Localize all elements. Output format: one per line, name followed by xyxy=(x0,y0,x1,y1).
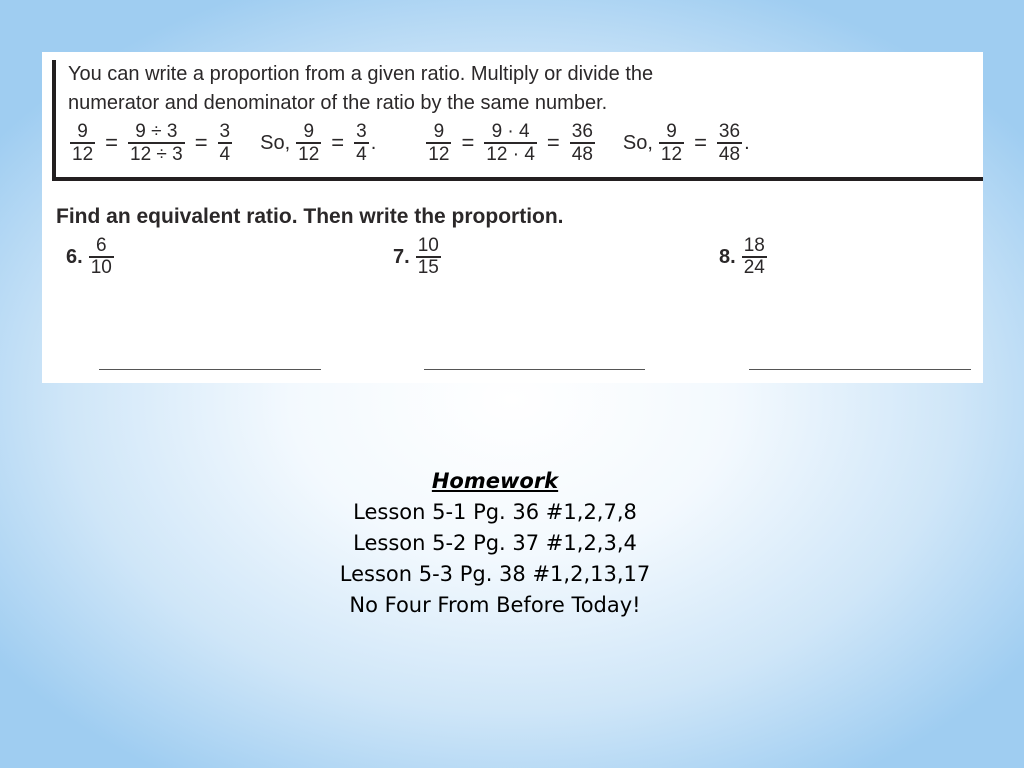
example-box xyxy=(52,60,983,181)
equals-sign: = xyxy=(546,130,560,155)
homework-line: Lesson 5-1 Pg. 36 #1,2,7,8 xyxy=(353,500,637,524)
equals-sign: = xyxy=(461,130,475,155)
period: . xyxy=(744,131,750,154)
fraction: $\frac{3}{4}$ xyxy=(219,121,231,165)
period: . xyxy=(370,131,377,154)
intro-line-2: numerator and denominator of the ratio by the same number. xyxy=(68,92,608,114)
fraction: $\frac{9}{12}$ xyxy=(428,121,450,165)
answer-line-6[interactable] xyxy=(99,369,321,370)
homework-section xyxy=(0,466,990,621)
fraction: $\frac{6}{10}$ xyxy=(90,235,112,278)
intro-text xyxy=(68,60,868,118)
so-label: So, xyxy=(622,131,653,154)
fraction: $\frac{10}{15}$ xyxy=(417,235,439,278)
fraction: $\frac{9 \div 3}{12 \div 3}$ xyxy=(130,121,183,165)
problem-number: 6. xyxy=(66,245,83,268)
fraction: $\frac{36}{48}$ xyxy=(571,121,593,165)
example-equations xyxy=(68,118,750,168)
homework-line: No Four From Before Today! xyxy=(349,593,641,617)
worksheet-image xyxy=(42,52,983,383)
fraction: $\frac{18}{24}$ xyxy=(743,235,765,278)
problem-6 xyxy=(66,236,116,278)
homework-title: Homework xyxy=(431,469,559,493)
equals-sign: = xyxy=(194,130,208,155)
fraction: $\frac{9}{12}$ xyxy=(660,121,683,165)
homework-line: Lesson 5-2 Pg. 37 #1,2,3,4 xyxy=(353,531,637,555)
fraction: $\frac{9 \cdot 4}{12 \cdot 4}$ xyxy=(486,121,535,165)
problem-number: 7. xyxy=(393,245,410,268)
equals-sign: = xyxy=(105,130,118,155)
problem-8 xyxy=(719,236,769,278)
answer-line-7[interactable] xyxy=(424,369,645,370)
problem-7 xyxy=(393,236,443,278)
fraction: $\frac{9}{12}$ xyxy=(298,121,320,165)
fraction: $\frac{9}{12}$ xyxy=(72,121,94,165)
equals-sign: = xyxy=(331,130,345,155)
problem-number: 8. xyxy=(719,245,736,268)
equals-sign: = xyxy=(694,130,707,155)
intro-line-1: You can write a proportion from a given ratio. Multiply or divide the xyxy=(68,63,654,85)
answer-line-8[interactable] xyxy=(749,369,971,370)
so-label: So, xyxy=(260,131,291,154)
fraction: $\frac{3}{4}$ xyxy=(356,121,367,165)
instructions: Find an equivalent ratio. Then write the proportion. xyxy=(56,205,564,228)
homework-line: Lesson 5-3 Pg. 38 #1,2,13,17 xyxy=(339,562,651,586)
fraction: $\frac{36}{48}$ xyxy=(718,121,741,165)
